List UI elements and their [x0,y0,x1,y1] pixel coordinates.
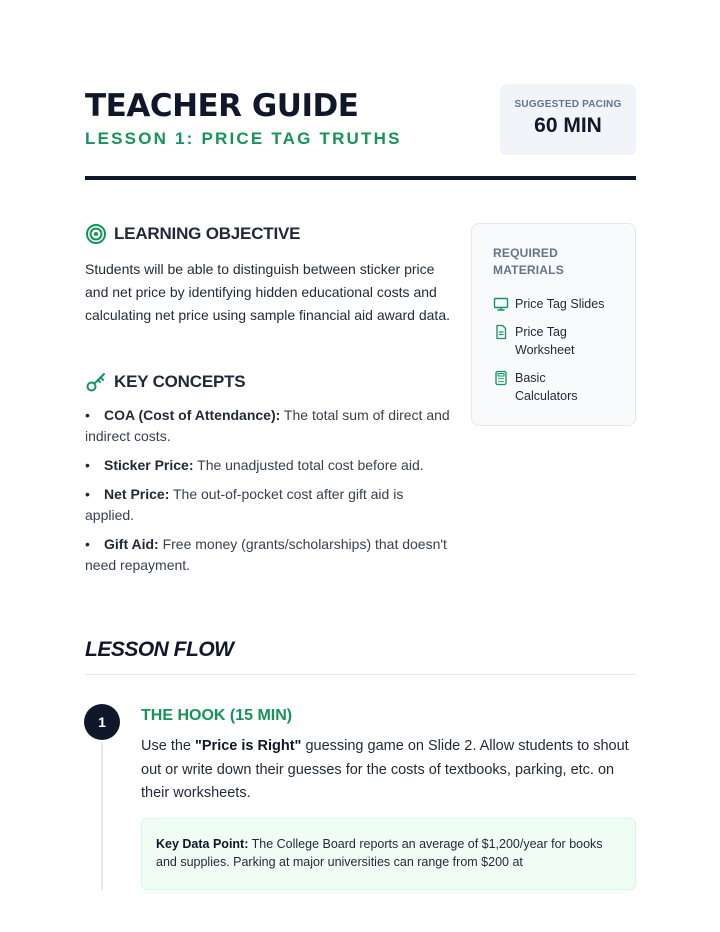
bullet: • [85,486,90,502]
materials-title: REQUIRED MATERIALS [493,246,564,277]
material-item-calculators [493,369,603,405]
bullet: • [85,457,90,473]
concept-term: Gift Aid: [104,536,159,552]
material-label: Price Tag Slides [515,297,605,311]
target-icon [85,223,107,245]
material-label: Price Tag Worksheet [515,325,575,357]
lesson-subtitle: LESSON 1: PRICE TAG TRUTHS [85,129,402,148]
step-number-badge: 1 [84,704,120,740]
pacing-badge [500,84,636,155]
bullet: • [85,407,90,423]
document-icon [493,324,509,340]
key-icon [85,371,107,393]
guide-header [85,84,636,180]
concepts-heading [85,371,245,393]
lesson-flow-divider [85,674,636,675]
concept-term: Sticker Price: [104,457,194,473]
monitor-icon [493,296,509,312]
pacing-label: SUGGESTED PACING [514,99,622,110]
step-timeline-line [101,742,103,890]
objective-text: Students will be able to distinguish between sticker price and net price by identifying hidden educational costs and calculating net price using sample financial aid award data. [85,261,450,323]
callout-label: Key Data Point: [156,837,249,851]
concepts-heading-label: KEY CONCEPTS [114,372,246,391]
callout-text: The College Board reports an average of $1,200/year for books and supplies. Parking at major universities can range from $200 at [156,837,603,869]
material-label: Basic Calculators [515,371,578,403]
concept-definition: The out-of-pocket cost after gift aid is applied. [85,486,404,523]
step-description [141,735,636,806]
pacing-value: 60 MIN [534,114,602,137]
key-data-callout [141,818,636,890]
step-text-pre: Use the [141,738,195,754]
concepts-list [85,405,450,584]
step-title: THE HOOK (15 MIN) [141,707,293,724]
concept-definition: The unadjusted total cost before aid. [193,457,424,473]
objective-heading [85,223,300,245]
lesson-flow-title: LESSON FLOW [85,638,234,661]
concept-definition: The total sum of direct and indirect costs. [85,407,450,444]
list-item [85,455,450,476]
list-item [85,405,450,447]
page-title: TEACHER GUIDE [85,88,359,124]
bullet: • [85,536,90,552]
material-item-worksheet [493,323,603,359]
objective-heading-label: LEARNING OBJECTIVE [114,224,301,243]
step-text-bold: "Price is Right" [195,738,302,754]
list-item [85,534,450,576]
concept-definition: Free money (grants/scholarships) that doesn't need repayment. [85,536,447,573]
concept-term: COA (Cost of Attendance): [104,407,281,423]
concept-term: Net Price: [104,486,170,502]
calculator-icon [493,370,509,386]
materials-card [471,223,636,426]
list-item [85,484,450,526]
step-text-post: guessing game on Slide 2. Allow students to shout out or write down their guesses for the costs of textbooks, parking, etc. on their worksheets. [141,738,629,801]
header-divider [85,176,636,180]
material-item-slides [493,295,604,313]
